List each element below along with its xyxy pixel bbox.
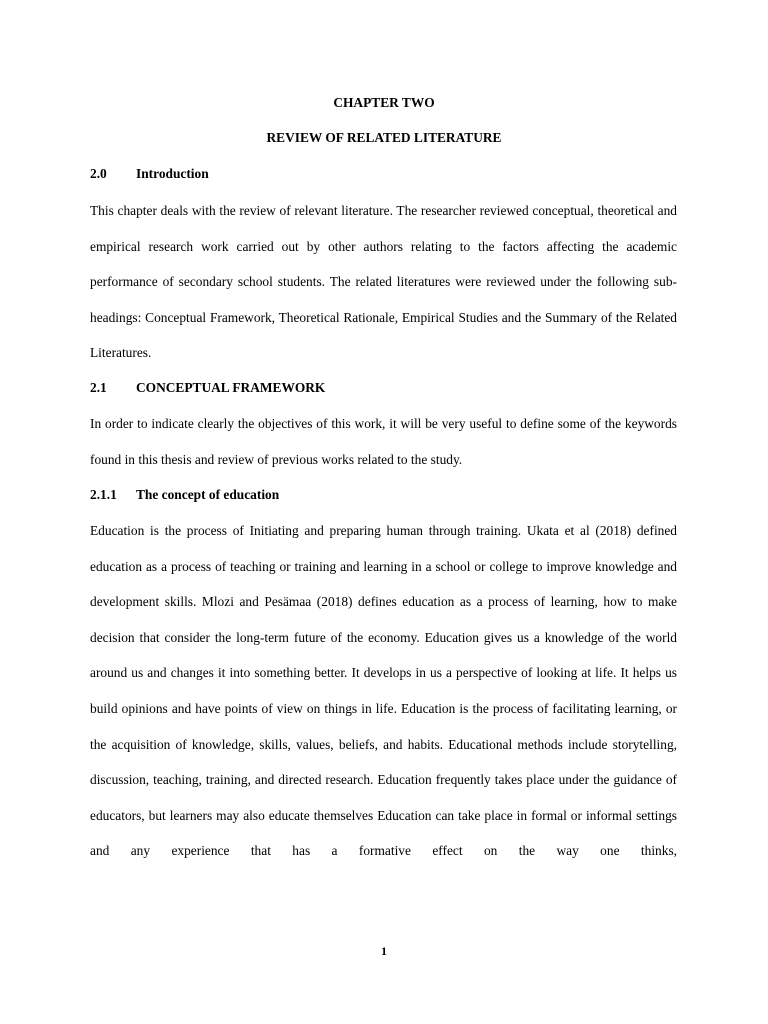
section-title: Introduction [136, 166, 209, 181]
framework-paragraph: In order to indicate clearly the objectives of this work, it will be very useful to define some of the keywords found in this thesis and review of previous works related to the study. [90, 416, 677, 467]
section-heading-2-1-1 [90, 487, 279, 503]
chapter-subtitle: REVIEW OF RELATED LITERATURE [266, 130, 502, 145]
section-number: 2.0 [90, 166, 107, 181]
section-title: CONCEPTUAL FRAMEWORK [136, 380, 326, 395]
section-heading-2-0 [90, 166, 209, 182]
chapter-title: CHAPTER TWO [333, 95, 435, 110]
section-number: 2.1 [90, 380, 107, 395]
page-number: 1 [381, 944, 387, 958]
section-heading-2-1 [90, 380, 325, 396]
intro-paragraph: This chapter deals with the review of relevant literature. The researcher reviewed conceptual, theoretical and empirical research work carried out by other authors relating to the factors affecting the academic performance of secondary school students. The related literatures were reviewed under the following sub-headings: Conceptual Framework, Theoretical Rationale, Empirical Studies and the Summary of the Related Literatures. [90, 203, 677, 361]
section-title: The concept of education [136, 487, 280, 502]
education-paragraph: Education is the process of Initiating and preparing human through training. Ukata et al (2018) defined education as a process of teaching or training and learning in a school or college to improve knowledge and development skills. Mlozi and Pesämaa (2018) defines education as a process of learning, how to make decision that consider the long-term future of the economy. Education gives us a knowledge of the world around us and changes it into something better. It develops in us a perspective of looking at life. It helps us build opinions and have points of view on things in life. Education is the process of facilitating learning, or the acquisition of knowledge, skills, values, beliefs, and habits. Educational methods include storytelling, discussion, teaching, training, and directed research. Education frequently takes place under the guidance of educators, but learners may also educate themselves Education can take place in formal or informal settings and any experience that has a formative effect on the way one thinks, [90, 523, 677, 859]
section-number: 2.1.1 [90, 487, 117, 502]
